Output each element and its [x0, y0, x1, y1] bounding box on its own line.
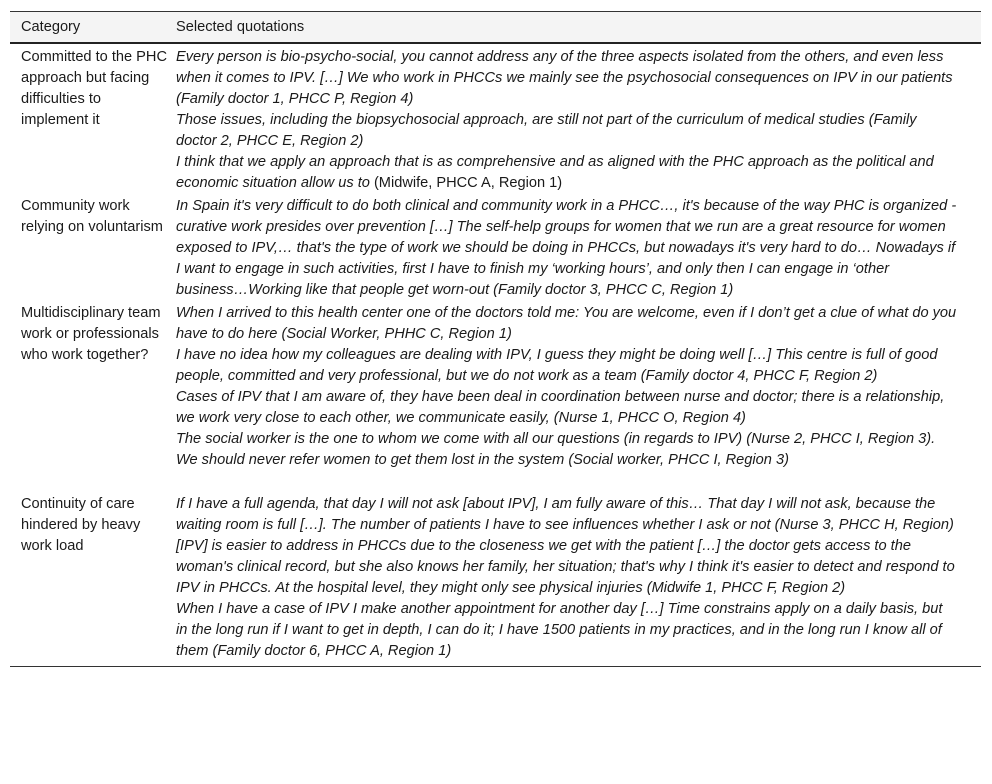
table-row — [10, 194, 981, 301]
table-body — [10, 43, 981, 667]
quotation: [IPV] is easier to address in PHCCs due to the closeness we get with the patient […] the doctor gets access to the woman's clinical record, but she also knows her family, her situation; that's why I think it's easier to detect and respond to IPV in PHCCs. At the hospital level, they might only see physical injuries (Midwife 1, PHCC F, Region 2) — [176, 538, 955, 596]
table-row — [10, 43, 981, 194]
quotation: Every person is bio-psycho-social, you cannot address any of the three aspects isolated from the others, and even less when it comes to IPV. […] We who work in PHCCs we mainly see the psychosocial consequences on IPV in our patients (Family doctor 1, PHCC P, Region 4) — [176, 49, 953, 107]
header-row — [10, 12, 981, 44]
quotations-cell — [176, 492, 981, 667]
table-row — [10, 492, 981, 667]
header-quotations: Selected quotations — [176, 12, 981, 44]
quotations-cell — [176, 43, 981, 194]
quotation: Cases of IPV that I am aware of, they have been deal in coordination between nurse and doctor; there is a relationship, we work very close to each other, we communicate easily, (Nurse 1, PHCC O, Region 4) — [176, 389, 945, 426]
quotation: I have no idea how my colleagues are dealing with IPV, I guess they might be doing well […] This centre is full of good people, committed and very professional, but we do not work as a team (Family doctor 4, PHCC F, Region 2) — [176, 347, 938, 384]
quotation: When I have a case of IPV I make another appointment for another day […] Time constrains apply on a daily basis, but in the long run if I want to get in depth, I can do it; I have 1500 patients in my practices, and in the long run I know all of them (Family doctor 6, PHCC A, Region 1) — [176, 601, 943, 659]
spacer — [176, 471, 957, 492]
quotation: I think that we apply an approach that is as comprehensive and as aligned with the PHC approach as the political and economic situation allow us to (Midwife, PHCC A, Region 1) — [176, 154, 934, 191]
table-header — [10, 12, 981, 44]
category-cell: Committed to the PHC approach but facing difficulties to implement it — [21, 49, 167, 128]
table-row — [10, 301, 981, 492]
category-cell: Continuity of care hindered by heavy work load — [10, 492, 176, 667]
quotation: We should never refer women to get them lost in the system (Social worker, PHCC I, Region 3) — [176, 452, 789, 468]
quotation: In Spain it's very difficult to do both clinical and community work in a PHCC…, it's because of the way PHC is organized - curative work presides over prevention […] The self-help groups for women that we run are a great resource for women exposed to IPV,… that's the type of work we should be doing in PHCCs, but nowadays it's very hard to do… Nowadays if I want to engage in such activities, first I have to finish my ‘working hours’, and only then I can engage in ‘other business…Working like that people get worn-out (Family doctor 3, PHCC C, Region 1) — [176, 198, 957, 298]
quotations-cell — [176, 301, 981, 492]
category-cell: Community work relying on voluntarism — [21, 198, 163, 235]
quotations-table-container — [10, 11, 981, 667]
quotation: The social worker is the one to whom we come with all our questions (in regards to IPV) (Nurse 2, PHCC I, Region 3). — [176, 431, 936, 447]
quotation: Those issues, including the biopsychosocial approach, are still not part of the curriculum of medical studies (Family doctor 2, PHCC E, Region 2) — [176, 112, 917, 149]
category-cell: Multidisciplinary team work or professionals who work together? — [21, 305, 161, 363]
header-category: Category — [10, 12, 176, 44]
quotations-table — [10, 11, 981, 667]
quotations-cell — [176, 194, 981, 301]
quotation: When I arrived to this health center one of the doctors told me: You are welcome, even if I don’t get a clue of what do you have to do here (Social Worker, PHHC C, Region 1) — [176, 305, 957, 342]
quotation: If I have a full agenda, that day I will not ask [about IPV], I am fully aware of this… That day I will not ask, because the waiting room is full […]. The number of patients I have to see influences whether I ask or not (Nurse 3, PHCC H, Region) — [176, 496, 954, 533]
quotation-attribution: (Midwife, PHCC A, Region 1) — [373, 175, 563, 191]
